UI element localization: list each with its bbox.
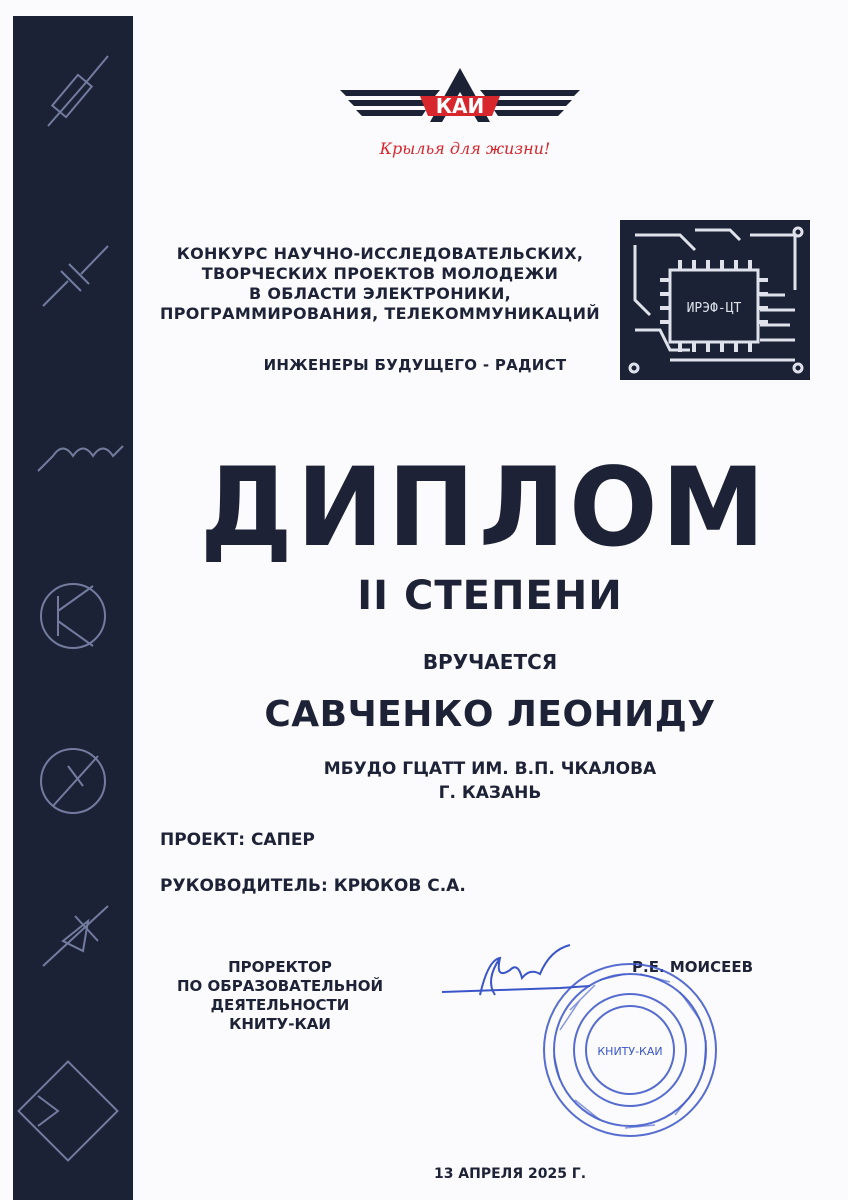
recipient-name: САВЧЕНКО ЛЕОНИДУ [264, 694, 716, 735]
contest-subtitle: ИНЖЕНЕРЫ БУДУЩЕГО - РАДИСТ [263, 356, 567, 374]
schematic-symbols-icon [13, 16, 133, 1200]
contest-line: ПРОГРАММИРОВАНИЯ, ТЕЛЕКОММУНИКАЦИЙ [160, 304, 600, 323]
issue-date: 13 АПРЕЛЯ 2025 Г. [433, 1166, 587, 1182]
diploma-title: ДИПЛОМ [200, 442, 769, 572]
contest-line: ТВОРЧЕСКИХ ПРОЕКТОВ МОЛОДЕЖИ [201, 264, 559, 283]
pcb-label: ИРЭФ-ЦТ [686, 301, 742, 316]
awarded-label: ВРУЧАЕТСЯ [422, 650, 558, 674]
logo-slogan: Крылья для жизни! [379, 139, 551, 158]
signer-name: Р.Е. МОИСЕЕВ [632, 958, 754, 976]
signer-title-line: ДЕЯТЕЛЬНОСТИ [210, 996, 350, 1014]
signer-title [160, 958, 400, 1034]
project-line: ПРОЕКТ: САПЕР [160, 830, 315, 850]
org-line: МБУДО ГЦАТТ ИМ. В.П. ЧКАЛОВА [323, 759, 657, 779]
kai-logo [340, 66, 580, 166]
sidebar-decoration [13, 16, 133, 1200]
official-stamp [540, 960, 720, 1140]
org-city: Г. КАЗАНЬ [438, 783, 542, 803]
signer-title-line: ПО ОБРАЗОВАТЕЛЬНОЙ [177, 977, 383, 995]
supervisor-line: РУКОВОДИТЕЛЬ: КРЮКОВ С.А. [160, 876, 466, 896]
contest-line: КОНКУРС НАУЧНО-ИССЛЕДОВАТЕЛЬСКИХ, [176, 244, 584, 263]
stamp-center-text: КНИТУ-КАИ [597, 1045, 663, 1058]
signer-title-line: ПРОРЕКТОР [228, 958, 332, 976]
logo-name: КАИ [435, 94, 485, 118]
diploma-degree: II СТЕПЕНИ [357, 573, 623, 619]
contest-line: В ОБЛАСТИ ЭЛЕКТРОНИКИ, [248, 284, 512, 303]
contest-description [150, 244, 610, 324]
recipient-organization [150, 757, 830, 805]
signer-title-line: КНИТУ-КАИ [229, 1015, 331, 1033]
